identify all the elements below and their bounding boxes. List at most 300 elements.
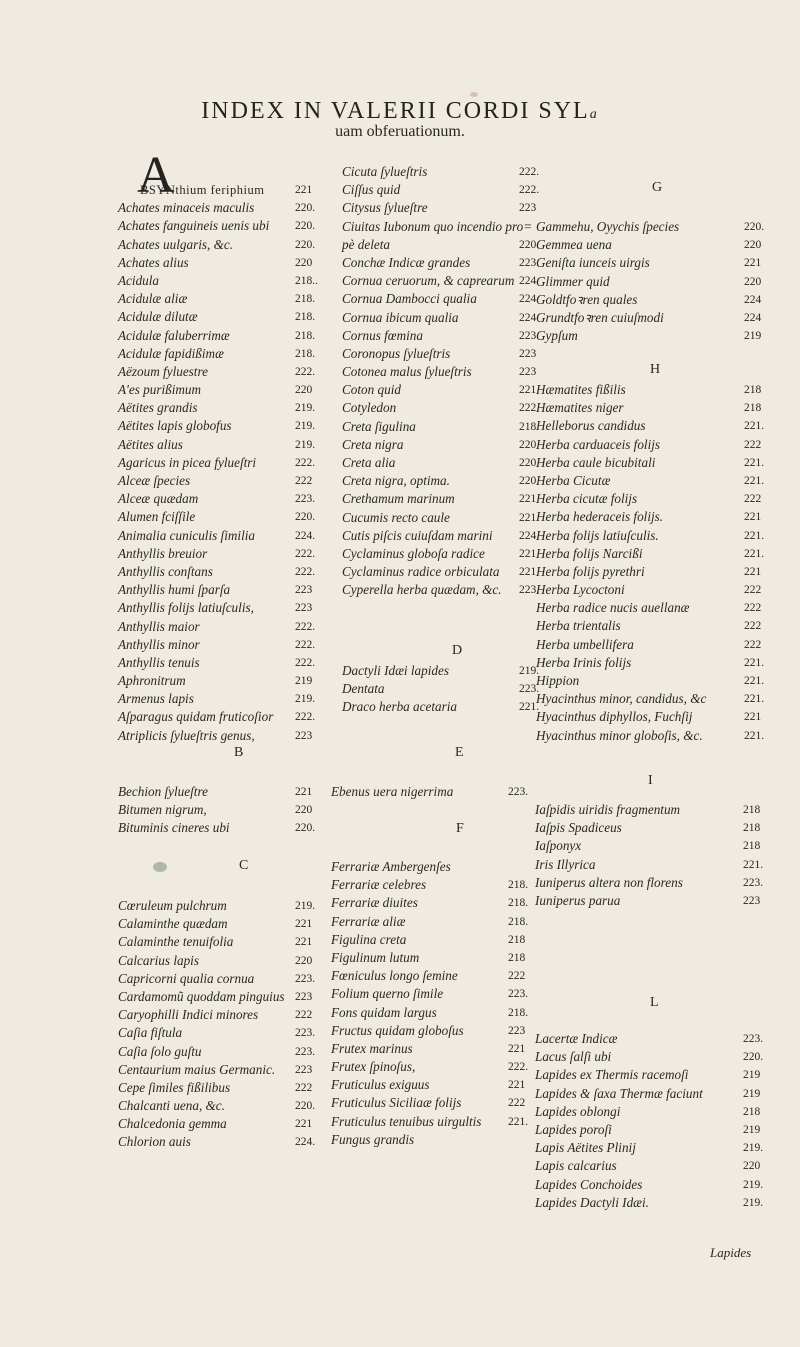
index-entry [331,1040,561,1058]
entry-page-number: 221. [744,456,765,469]
entry-label: Dactyli Idæi lapides [342,663,449,678]
entry-page-number: 220. [743,1051,764,1064]
index-entry [535,801,780,819]
entry-label: Herba umbellifera [536,636,634,652]
index-entry [535,1048,780,1066]
entry-page-number: 221 [744,257,762,270]
entry-label: Fungus grandis [331,1131,415,1147]
entry-page-number: 222. [295,638,316,651]
bottom-column-1-B [118,783,348,838]
entry-page-number: 220 [295,954,313,967]
index-entry [118,345,348,363]
index-entry [118,654,348,672]
index-entry [536,218,781,236]
entry-page-number: 218 [743,822,761,835]
entry-page-number: 219. [295,420,316,433]
index-entry [331,876,561,894]
entry-page-number: 220. [295,220,316,233]
entry-label: Hæmatites niger [536,400,624,416]
entry-page-number: 218 [519,420,537,433]
entry-label: Lacertæ Indicæ [535,1031,618,1046]
entry-page-number: 223 [519,202,537,215]
entry-page-number: 220 [295,384,313,397]
entry-page-number: 221. [744,656,765,669]
index-entry [536,236,781,254]
page-title [0,98,800,125]
entry-page-number: 219. [295,693,316,706]
entry-label: Coton quid [342,382,401,398]
index-entry [536,599,781,617]
entry-label: Cœruleum pulchrum [118,898,227,913]
entry-page-number: 219. [295,402,316,415]
entry-label: Iaſpidis uiridis fragmentum [535,802,681,817]
index-entry [536,654,781,672]
entry-label: Cardamomũ quoddam pinguius [118,988,285,1004]
index-entry [536,454,781,472]
initial-letter: A [137,147,175,204]
entry-label: Creta alia [342,455,396,470]
top-column-1 [118,181,348,745]
bottom-column-2-F [331,858,561,1149]
entry-page-number: 221. [508,1115,529,1128]
entry-label: Lapides oblongi [535,1103,621,1119]
entry-page-number: 223. [743,876,764,889]
heading-G: G [652,180,663,195]
entry-label: Alumen fciſſile [118,509,196,525]
index-entry [535,837,780,855]
entry-label: A'es purißimum [118,382,202,398]
entry-page-number: 222. [295,711,316,724]
index-entry [118,933,348,951]
entry-page-number: 221 [295,184,313,196]
index-entry [118,1133,348,1151]
entry-page-number: 221 [744,565,762,578]
entry-label: Lapides Conchoides [535,1176,643,1192]
entry-label: Caſia ſolo guſtu [118,1043,202,1059]
index-entry [536,399,781,417]
entry-page-number: 223 [519,347,537,360]
entry-label: Anthyllis conſtans [118,563,213,579]
entry-label: Hyacinthus minor, candidus, &c [536,691,707,707]
index-entry [331,783,561,801]
entry-page-number: 222 [295,1009,313,1022]
entry-label: Anthyllis maior [118,618,200,634]
entry-page-number: 222 [744,493,762,506]
index-entry [536,672,781,690]
index-entry [118,436,348,454]
index-entry [331,913,561,931]
entry-label: Cepe ſimiles fißilibus [118,1079,231,1095]
index-entry [536,327,781,345]
entry-page-number: 221. [519,701,540,714]
index-entry [118,181,348,199]
index-entry [536,309,781,327]
index-entry [536,436,781,454]
index-entry [118,417,348,435]
entry-label: Cyperella herba quædam, &c. [342,582,502,598]
page-subtitle: uam obferuationum. [335,123,465,140]
index-entry [536,545,781,563]
entry-label: Conchæ Indicæ grandes [342,254,471,270]
index-entry [118,952,348,970]
entry-page-number: 221 [508,1042,526,1055]
entry-label: Achates alius [118,254,189,270]
entry-page-number: 219 [743,1069,761,1082]
entry-label: Helleborus candidus [536,418,646,434]
entry-page-number: 223 [508,1024,526,1037]
index-entry [536,581,781,599]
entry-page-number: 222 [508,1097,526,1110]
entry-page-number: 224 [519,275,537,288]
entry-label: Fœniculus longo ſemine [331,968,458,984]
entry-page-number: 222. [295,456,316,469]
index-entry [331,967,561,985]
entry-page-number: 218. [295,329,316,342]
index-entry [331,858,561,876]
index-entry [331,949,561,967]
index-entry [118,618,348,636]
entry-page-number: 221. [744,529,765,542]
entry-page-number: 222. [295,565,316,578]
entry-page-number: 224. [295,529,316,542]
entry-label: Lacus ſalſi ubi [535,1049,612,1065]
entry-label: Cotyledon [342,400,397,416]
index-entry [331,1004,561,1022]
entry-page-number: 223. [519,256,540,269]
entry-label: Herba cicutæ folijs [536,491,638,507]
entry-label: Coronopus ſylueſtris [342,345,451,361]
entry-label: Iaſpis Spadiceus [535,820,622,836]
entry-label: Gemmea uena [536,237,612,253]
entry-page-number: 221 [508,1079,526,1092]
entry-page-number: 219 [743,1087,761,1100]
entry-label: Lapides Dactyli Idæi. [535,1194,649,1210]
entry-label: Anthyllis breuior [118,545,208,561]
entry-label: Acidulæ aliæ [118,291,188,307]
index-entry [118,363,348,381]
index-entry [118,563,348,581]
index-entry [118,1061,348,1079]
index-entry [118,708,348,726]
entry-label: Anthyllis tenuis [118,654,200,670]
entry-label: Aëtites grandis [118,400,198,416]
entry-label: Ferrariæ Ambergenſes [331,859,451,874]
index-entry [536,636,781,654]
entry-page-number: 222. [519,402,540,415]
heading-L: L [650,995,659,1010]
index-entry [342,363,572,381]
entry-label: Cutis piſcis cuiuſdam marini [342,527,493,543]
entry-label: Chlorion auis [118,1134,191,1150]
entry-page-number: 223. [295,972,316,985]
entry-page-number: 221. [744,547,765,560]
entry-page-number: 218. [295,311,316,324]
entry-label: Fons quidam largus [331,1004,437,1020]
entry-page-number: 221. [744,420,765,433]
entry-label: Frutex marinus [331,1040,413,1056]
index-entry [536,508,781,526]
entry-label: Cornua Dambocci qualia [342,291,477,307]
entry-page-number: 220 [519,438,537,451]
index-entry [535,1121,780,1139]
entry-page-number: 218. [295,347,316,360]
entry-page-number: 218 [744,402,762,415]
entry-label: Lapis calcarius [535,1158,617,1174]
entry-page-number: 220. [519,238,540,251]
entry-page-number: 224 [744,311,762,324]
entry-label: Hæmatites fißilis [536,382,626,397]
entry-page-number: 223. [519,683,540,696]
index-entry [331,1113,561,1131]
entry-page-number: 223 [519,329,537,342]
index-entry [536,381,781,399]
entry-page-number: 219 [295,675,313,688]
entry-page-number: 222. [508,1061,529,1074]
entry-page-number: 218. [508,915,529,928]
entry-label: Herba caule bicubitali [536,454,656,470]
index-entry [118,819,348,837]
index-entry [536,291,781,309]
entry-page-number: 224 [519,311,537,324]
entry-page-number: 221 [744,711,762,724]
index-entry [118,308,348,326]
entry-page-number: 222 [295,1081,313,1094]
entry-label: Calaminthe quædam [118,916,228,932]
entry-page-number: 223. [508,786,529,798]
entry-label: Atriplicis ſylueſtris genus, [118,727,255,743]
entry-page-number: 222. [519,166,540,178]
index-entry [118,727,348,745]
index-entry [118,381,348,399]
entry-label: Agaricus in picea fylueſtri [118,454,257,470]
title-tail: a [589,107,599,122]
entry-page-number: 218. [508,879,529,892]
entry-label: Anthyllis humi ſparſa [118,582,231,598]
index-entry [331,1022,561,1040]
entry-label: Gypſum [536,328,578,344]
entry-page-number: 219. [743,1178,764,1191]
entry-page-number: 223. [743,1033,764,1045]
entry-page-number: 224. [295,1136,316,1149]
index-entry [535,1030,780,1048]
index-entry [535,1176,780,1194]
entry-label: Lapides ex Thermis racemoſi [535,1067,689,1083]
entry-page-number: 218. [508,897,529,910]
index-entry [535,892,780,910]
entry-label: Citysus ſylueſtre [342,200,428,216]
ink-spot [470,92,478,97]
bottom-column-2-E [331,783,561,801]
index-entry [118,1006,348,1024]
index-entry [118,272,348,290]
entry-page-number: 222. [295,365,316,378]
catchword: Lapides [710,1245,752,1260]
index-entry [118,236,348,254]
entry-page-number: 220. [295,238,316,251]
entry-label: Draco herba acetaria [342,699,458,715]
index-entry [331,1094,561,1112]
heading-F: F [456,821,464,836]
entry-page-number: 219. [743,1196,764,1209]
index-entry [118,581,348,599]
entry-label: Herba Irinis folijs [536,654,632,670]
entry-page-number: 221 [519,384,537,397]
entry-label: Lapis Aëtites Plinij [535,1140,636,1156]
heading-C: C [239,858,249,873]
entry-page-number: 221 [295,1118,313,1131]
entry-page-number: 218.. [295,274,318,287]
index-entry [535,856,780,874]
entry-page-number: 220. [744,221,765,233]
index-entry [331,931,561,949]
entry-label: Calaminthe tenuifolia [118,934,234,950]
entry-label: Anthyllis minor [118,636,200,652]
entry-page-number: 223. [295,1027,316,1040]
entry-page-number: 222. [295,620,316,633]
entry-label: Caſia fiſtula [118,1025,183,1041]
entry-page-number: 220. [295,202,316,215]
index-entry [535,874,780,892]
entry-label: Goldtfoꝛren quales [536,291,638,307]
entry-page-number: 223 [743,894,761,907]
entry-page-number: 221. [744,729,765,742]
entry-label: Anthyllis folijs latiuſculis, [118,600,254,616]
entry-label: Iuniperus parua [535,892,621,908]
entry-page-number: 223. [295,1045,316,1058]
entry-label: Cicuta ſylueſtris [342,164,428,179]
entry-label: Creta nigra [342,436,404,452]
entry-label: Chalcedonia gemma [118,1116,227,1132]
entry-page-number: 224 [744,293,762,306]
entry-page-number: 220 [743,1160,761,1173]
index-entry [536,273,781,291]
index-entry [342,163,572,181]
entry-label: Herba folijs Narcißi [536,545,643,561]
entry-label: Ciuitas Iubonum quo incendio pro= [342,218,533,234]
index-entry [331,894,561,912]
index-entry [118,1024,348,1042]
entry-page-number: 218 [508,933,526,946]
entry-label: Cornus fœmina [342,327,423,343]
index-entry [331,1058,561,1076]
index-entry [118,690,348,708]
entry-page-number: 222 [744,638,762,651]
entry-page-number: 218 [744,384,762,396]
entry-page-number: 221 [519,566,537,579]
entry-label: Herba hederaceis folijs. [536,509,664,525]
entry-page-number: 223 [295,1063,313,1076]
entry-label: Acidulæ faluberrimæ [118,327,230,343]
entry-page-number: 218 [743,840,761,853]
entry-label: Dentata [342,681,385,697]
index-entry [342,181,572,199]
entry-page-number: 223. [519,584,540,597]
heading-E: E [455,745,464,760]
index-entry [342,199,572,217]
entry-label: Capricorni qualia cornua [118,970,255,986]
entry-page-number: 223 [295,584,313,597]
index-entry [118,217,348,235]
entry-label: Caryophilli Indici minores [118,1007,259,1023]
entry-label: Achates fanguineis uenis ubi [118,218,270,234]
heading-I: I [648,773,653,788]
index-entry [536,563,781,581]
entry-label: Fruticulus exiguus [331,1077,430,1093]
entry-label: Ferrariæ aliæ [331,913,406,929]
entry-page-number: 222. [295,547,316,560]
index-entry [118,290,348,308]
entry-label: Herba trientalis [536,618,621,634]
index-entry [535,1157,780,1175]
entry-label: Herba folijs pyrethri [536,563,645,579]
index-entry [118,199,348,217]
entry-label: Ebenus uera nigerrima [331,784,454,799]
index-entry [536,254,781,272]
entry-page-number: 220. [295,511,316,524]
entry-label: Cotonea malus ſylueſtris [342,364,472,380]
entry-label: Fruticulus Siciliaæ folijs [331,1095,462,1111]
entry-page-number: 222 [744,438,762,451]
entry-label: Iris Illyrica [535,856,596,872]
index-entry [535,1194,780,1212]
index-entry [118,1097,348,1115]
entry-label: Hippion [536,673,580,688]
entry-page-number: 220. [295,1100,316,1113]
index-entry [118,527,348,545]
entry-page-number: 222. [295,656,316,669]
index-entry [536,472,781,490]
entry-label: Figulinum lutum [331,949,420,965]
entry-label: Bechion ſylueſtre [118,784,208,799]
entry-label: Aëzoum fyluestre [118,363,208,379]
entry-label: Aëtites alius [118,436,183,452]
title-text: INDEX IN VALERII CORDI SYL [201,98,590,124]
entry-page-number: 219. [295,900,316,912]
entry-page-number: 222. [519,184,540,197]
index-entry [118,801,348,819]
entry-label: Acidula [118,272,160,288]
entry-label: Lapides poroſi [535,1121,612,1137]
entry-page-number: 221. [744,675,765,687]
entry-label: Folium querno ſimile [331,986,444,1002]
entry-page-number: 223. [295,493,316,506]
entry-label: Cornua ceruorum, & caprearum [342,273,515,289]
entry-label: Figulina creta [331,931,407,947]
entry-label: Acidulæ dilutæ [118,309,198,325]
entry-label: Achates minaceis maculis [118,200,255,216]
entry-label: Hyacinthus diphyllos, Fuchſij [536,709,693,725]
heading-H: H [650,362,661,377]
entry-label: Gammehu, Oyychis ſpecies [536,219,680,234]
entry-label: Aëtites lapis globofus [118,418,232,434]
entry-label: Herba Lycoctoni [536,582,625,598]
entry-page-number: 222 [744,584,762,597]
entry-page-number: 222 [508,970,526,983]
index-entry [118,599,348,617]
index-entry [536,490,781,508]
index-entry [118,988,348,1006]
entry-label: Fructus quidam globoſus [331,1022,464,1038]
index-entry [118,672,348,690]
bottom-column-3-L [535,1030,780,1212]
index-entry [331,1076,561,1094]
entry-label: Creta nigra, optima. [342,473,450,489]
entry-page-number: 223 [519,366,537,379]
index-entry [331,985,561,1003]
entry-page-number: 218. [295,293,316,306]
entry-label: Fruticulus tenuibus uirgultis [331,1113,482,1129]
entry-label: Creta ſigulina [342,418,416,434]
